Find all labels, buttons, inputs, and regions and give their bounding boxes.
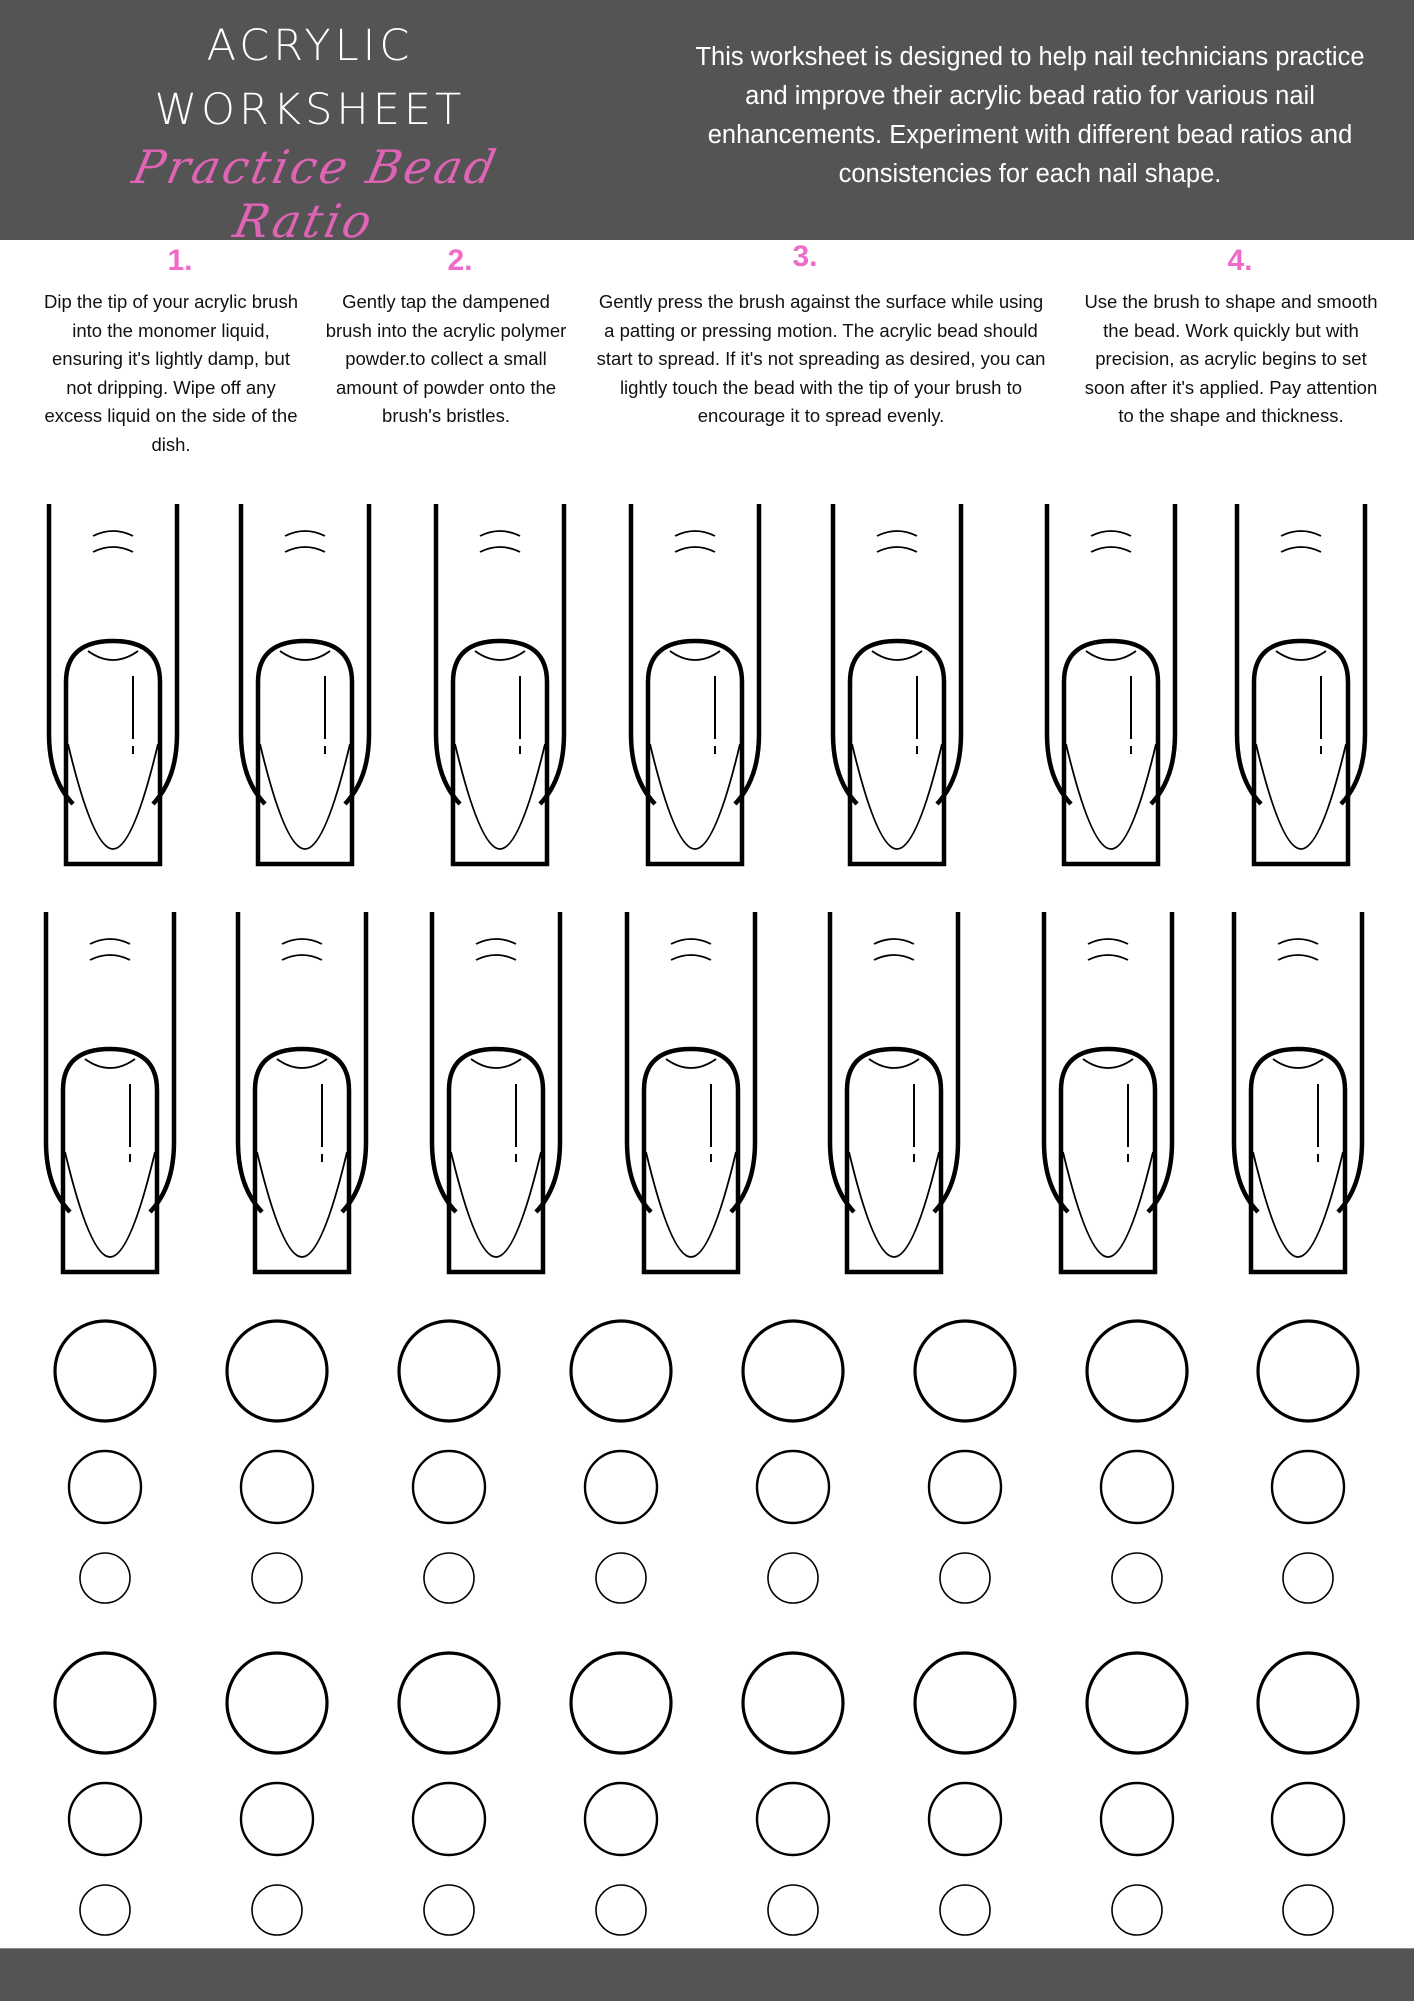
title-line-1: ACRYLIC	[206, 21, 414, 71]
footer-band	[0, 1948, 1414, 2001]
step-number: 3.	[792, 240, 818, 273]
nail-template	[631, 504, 759, 864]
step-number: 2.	[447, 244, 473, 277]
bead-row-large	[55, 1321, 1358, 1421]
bead-group-2	[55, 1653, 1358, 1935]
step-text: Gently tap the dampened brush into the acrylic polymer powder.to collect a small amount of powder onto the brush's bristles.	[325, 291, 567, 426]
nail-row-2	[46, 912, 1362, 1272]
step-number: 4.	[1227, 244, 1253, 277]
nail-template	[49, 504, 177, 864]
bead-row-large	[55, 1653, 1358, 1753]
nail-template	[833, 504, 961, 864]
nail-template	[1234, 912, 1362, 1272]
bead-group-1	[55, 1321, 1358, 1603]
bead-row-medium	[69, 1451, 1344, 1523]
step-text: Use the brush to shape and smooth the bead. Work quickly but with precision, as acrylic begins to set soon after it's applied. Pay attention to the shape and thickness.	[1084, 291, 1378, 426]
intro-paragraph: This worksheet is designed to help nail technicians practice and improve their acrylic bead ratio for various nail enhancements. Experiment with different bead ratios and consistencies for each nail shape.	[695, 43, 1365, 188]
nail-template	[241, 504, 369, 864]
bead-row-medium	[69, 1783, 1344, 1855]
nail-template	[238, 912, 366, 1272]
title-line-2: WORKSHEET	[154, 85, 466, 135]
step-number: 1.	[167, 244, 193, 277]
nail-template	[432, 912, 560, 1272]
bead-row-small	[80, 1885, 1333, 1935]
step-text: Gently press the brush against the surface while using a patting or pressing motion. The acrylic bead should start to spread. If it's not spreading as desired, you can lightly touch the bead with the tip of your brush to encourage it to spread evenly.	[596, 291, 1046, 426]
step-text: Dip the tip of your acrylic brush into the monomer liquid, ensuring it's lightly damp, but not dripping. Wipe off any excess liquid on the side of the dish.	[44, 291, 298, 455]
bead-row-small	[80, 1553, 1333, 1603]
nail-template	[1044, 912, 1172, 1272]
nail-row-1	[49, 504, 1365, 864]
nail-template	[830, 912, 958, 1272]
nail-template	[1047, 504, 1175, 864]
nail-template	[436, 504, 564, 864]
nail-template	[46, 912, 174, 1272]
nail-template	[627, 912, 755, 1272]
nail-template	[1237, 504, 1365, 864]
subtitle-script: Practice Bead Ratio	[128, 140, 504, 248]
